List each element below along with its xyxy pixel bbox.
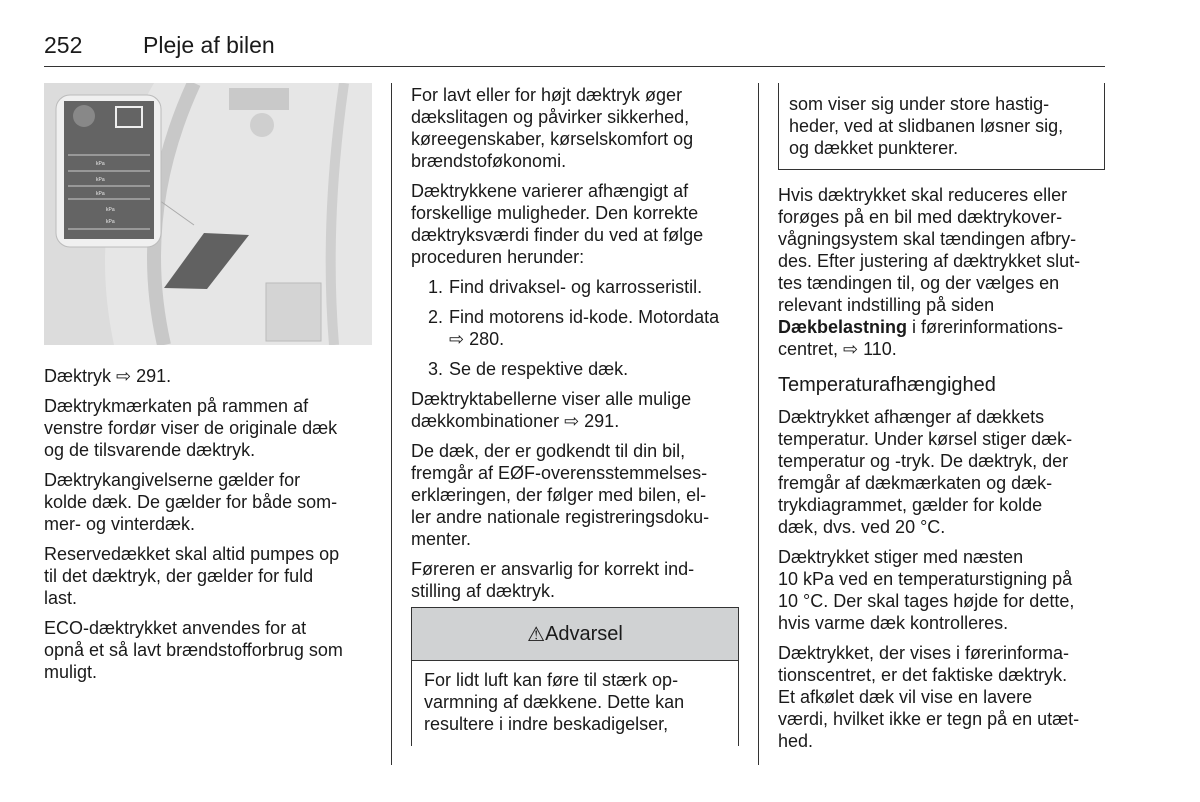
- menu-reference: Dækbelastning: [778, 317, 908, 337]
- page-title: Pleje af bilen: [143, 32, 275, 58]
- svg-text:kPa: kPa: [106, 207, 115, 213]
- list-item: [411, 306, 746, 350]
- paragraph: Dæktryk ⇨ 291.: [44, 366, 172, 386]
- warning-title: Advarsel: [545, 622, 623, 645]
- page-number: 252: [44, 32, 83, 58]
- step-text: Se de respektive dæk.: [449, 359, 629, 379]
- warning-header: [412, 608, 738, 661]
- paragraph: Dæktrykangivelserne gælder for kolde dæk. De gælder for både som- mer- og vinterdæk.: [44, 470, 338, 534]
- paragraph: ECO-dæktrykket anvendes for at opnå et så lavt brændstofforbrug som muligt.: [44, 618, 343, 682]
- column-3: [778, 83, 1105, 760]
- column-1: [44, 365, 374, 691]
- paragraph: Føreren er ansvarlig for korrekt ind- stilling af dæktryk.: [411, 559, 695, 601]
- step-text: Find motorens id-kode. Motordata ⇨ 280.: [449, 307, 720, 349]
- step-number: 3.: [427, 359, 443, 379]
- step-number: 2.: [427, 307, 443, 327]
- paragraph: Dæktrykmærkaten på rammen af venstre fordør viser de originale dæk og de tilsvarende dæktryk.: [44, 396, 338, 460]
- column-divider: [391, 83, 392, 765]
- list-item: [411, 276, 746, 298]
- paragraph: Dæktrykket afhænger af dækkets temperatur. Under kørsel stiger dæk- temperatur og -tryk. De dæktryk, der fremgår af dækmærkaten og dæk- trykdiagrammet, gælder for kolde dæk, dvs. ved 20 °C.: [778, 407, 1073, 537]
- list-item: [411, 358, 746, 380]
- warning-triangle-icon: ⚠: [527, 623, 546, 646]
- section-heading: Temperaturafhængighed: [778, 374, 996, 396]
- step-text: Find drivaksel- og karrosseristil.: [449, 277, 703, 297]
- paragraph: For lavt eller for højt dæktryk øger dækslitagen og påvirker sikkerhed, køreegenskaber, kørselskomfort og brændstoføkonomi.: [411, 85, 694, 171]
- text: i førerinformations- centret, ⇨ 110.: [778, 317, 1064, 359]
- paragraph: Dæktrykket, der vises i førerinforma- tionscentret, er det faktiske dæktryk. Et afkølet dæk vil vise en lavere værdi, hvilket ikke er tegn på en utæt- hed.: [778, 643, 1080, 751]
- paragraph: Dæktryktabellerne viser alle mulige dækkombinationer ⇨ 291.: [411, 389, 692, 431]
- svg-text:kPa: kPa: [96, 177, 105, 183]
- warning-continuation-box: som viser sig under store hastig- heder, ved at slidbanen løsner sig, og dækket punkterer.: [778, 83, 1105, 170]
- paragraph: Reservedækket skal altid pumpes op til det dæktryk, der gælder for fuld last.: [44, 544, 340, 608]
- procedure-list: [411, 276, 746, 380]
- svg-text:kPa: kPa: [106, 219, 115, 225]
- kpa-label: kPa: [96, 161, 105, 167]
- step-number: 1.: [427, 277, 443, 297]
- paragraph: Dæktrykkene varierer afhængigt af forskellige muligheder. Den korrekte dæktryksværdi finder du ved at følge proceduren herunder:: [411, 181, 704, 267]
- paragraph: Dæktrykket stiger med næsten 10 kPa ved en temperaturstigning på 10 °C. Der skal tages højde for dette, hvis varme dæk kontrolleres.: [778, 547, 1075, 633]
- text: Hvis dæktrykket skal reduceres eller forøges på en bil med dæktrykover- vågningsystem skal tændingen afbry- des. Efter justering af dæktrykket slut- tes tændingen til, og der vælges en relevant indstilling på siden: [778, 185, 1081, 315]
- warning-text: For lidt luft kan føre til stærk op- varmning af dækkene. Dette kan resultere i indre beskadigelser,: [424, 670, 685, 734]
- warning-box: [411, 607, 739, 746]
- tire-pressure-label-figure: [44, 83, 372, 345]
- paragraph: [778, 184, 1105, 360]
- column-divider: [758, 83, 759, 765]
- paragraph: De dæk, der er godkendt til din bil, fremgår af EØF-overensstemmelses- erklæringen, der følger med bilen, el- ler andre nationale registreringsdoku- menter.: [411, 441, 710, 549]
- header-rule: [44, 66, 1105, 67]
- svg-text:kPa: kPa: [96, 191, 105, 197]
- column-2: [411, 84, 746, 610]
